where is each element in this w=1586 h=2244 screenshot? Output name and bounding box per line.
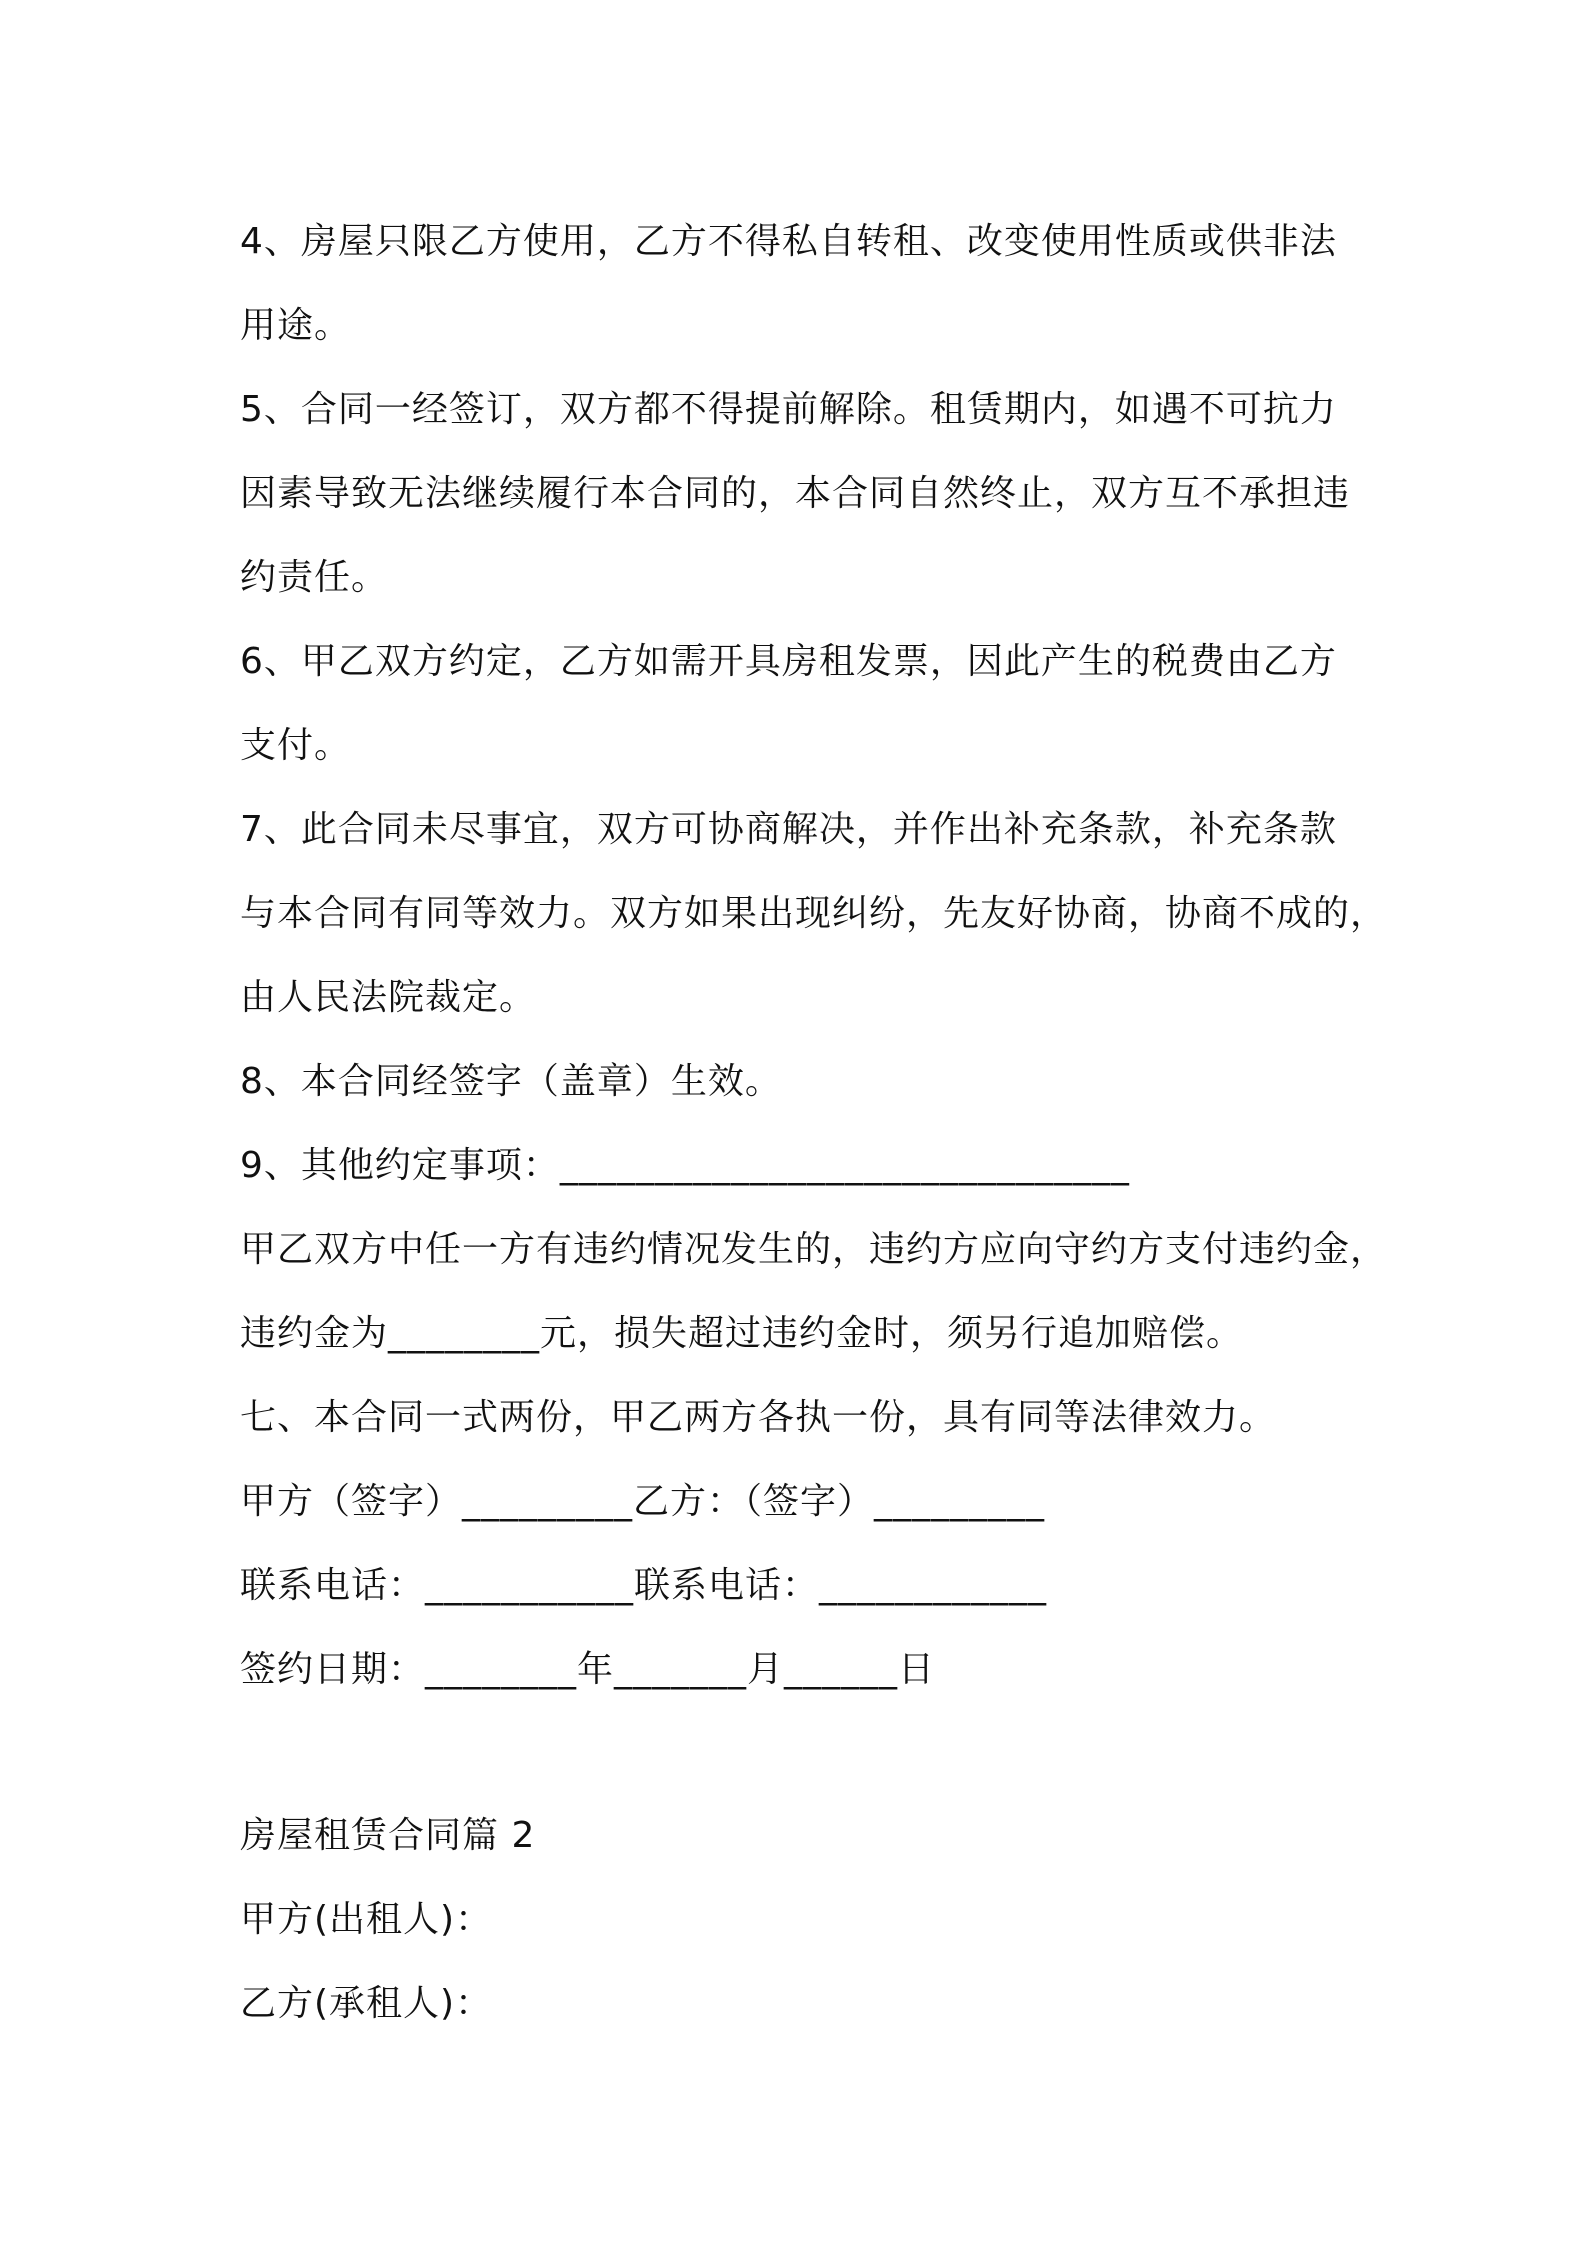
clause-7-line-1: 7、此合同未尽事宜，双方可协商解决，并作出补充条款，补充条款 <box>240 809 1337 850</box>
clause-7-line-2: 与本合同有同等效力。双方如果出现纠纷，先友好协商，协商不成的， <box>240 893 1388 934</box>
clause-8: 8、本合同经签字（盖章）生效。 <box>240 1061 782 1102</box>
clause-7-line-3: 由人民法院裁定。 <box>240 977 537 1018</box>
section-2-title: 房屋租赁合同篇 2 <box>240 1815 536 1856</box>
clause-5-line-1: 5、合同一经签订，双方都不得提前解除。租赁期内，如遇不可抗力 <box>240 389 1337 430</box>
penalty-line-2: 违约金为________元，损失超过违约金时，须另行追加赔偿。 <box>240 1313 1244 1354</box>
clause-4-line-2: 用途。 <box>240 305 352 346</box>
contact-phone-line: 联系电话：___________联系电话：____________ <box>240 1565 1048 1606</box>
party-b-line: 乙方(承租人)： <box>240 1983 493 2024</box>
signing-date-line: 签约日期：________年_______月______日 <box>240 1649 936 1690</box>
clause-9: 9、其他约定事项：______________________________ <box>240 1145 1130 1186</box>
party-a-line: 甲方(出租人)： <box>240 1899 493 1940</box>
penalty-line-1: 甲乙双方中任一方有违约情况发生的，违约方应向守约方支付违约金， <box>240 1229 1388 1270</box>
clause-5-line-2: 因素导致无法继续履行本合同的，本合同自然终止，双方互不承担违 <box>240 473 1351 514</box>
clause-5-line-3: 约责任。 <box>240 557 389 598</box>
clause-6-line-2: 支付。 <box>240 725 352 766</box>
signature-line: 甲方（签字）_________乙方：（签字）_________ <box>240 1481 1046 1522</box>
clause-4-line-1: 4、房屋只限乙方使用，乙方不得私自转租、改变使用性质或供非法 <box>240 221 1337 262</box>
clause-6-line-1: 6、甲乙双方约定，乙方如需开具房租发票，因此产生的税费由乙方 <box>240 641 1337 682</box>
document-page <box>240 200 1388 2046</box>
section-gap <box>240 1712 1380 1794</box>
clause-seven: 七、本合同一式两份，甲乙两方各执一份，具有同等法律效力。 <box>240 1397 1277 1438</box>
